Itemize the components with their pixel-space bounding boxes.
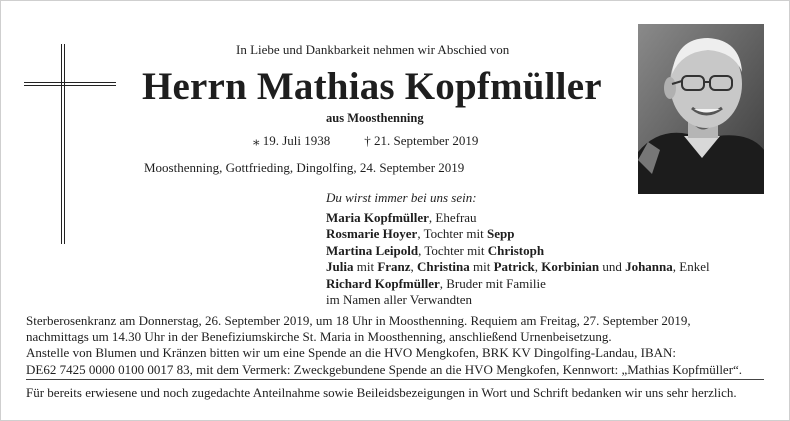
death-date: † 21. September 2019 bbox=[364, 133, 479, 148]
place-and-date: Moosthenning, Gottfrieding, Dingolfing, 24. September 2019 bbox=[144, 160, 465, 175]
mourner-line: im Namen aller Verwandten bbox=[326, 292, 472, 308]
cross-icon bbox=[24, 44, 116, 244]
mourner-line: Julia mit Franz, Christina mit Patrick, Korbinian und Johanna, Enkel bbox=[326, 259, 710, 275]
mourner-line: Richard Kopfmüller, Bruder mit Familie bbox=[326, 275, 546, 291]
divider bbox=[26, 379, 764, 380]
note-line: Anstelle von Blumen und Kränzen bitten wir um eine Spende an die HVO Mengkofen, BRK KV Dingolfing-Landau, IBAN: bbox=[26, 345, 676, 361]
motto: Du wirst immer bei uns sein: bbox=[326, 190, 477, 205]
mourners-list bbox=[326, 210, 710, 308]
thanks-text: Für bereits erwiesene und noch zugedachte Anteilnahme sowie Beileidsbezeigungen in Wort und Schrift bedanken wir uns sehr herzlich. bbox=[26, 385, 737, 400]
mourner-line: Rosmarie Hoyer, Tochter mit Sepp bbox=[326, 226, 515, 242]
mourner-line: Martina Leipold, Tochter mit Christoph bbox=[326, 242, 545, 258]
deceased-name: Herrn Mathias Kopfmüller bbox=[142, 65, 602, 108]
life-dates bbox=[253, 133, 478, 149]
mourner-line: Maria Kopfmüller, Ehefrau bbox=[326, 210, 477, 225]
portrait-photo bbox=[638, 24, 764, 194]
origin-text: aus Moosthenning bbox=[326, 111, 424, 125]
note-line: Sterberosenkranz am Donnerstag, 26. September 2019, um 18 Uhr in Moosthenning. Requiem am Freitag, 27. September 2019, bbox=[26, 313, 691, 328]
service-notes bbox=[26, 313, 742, 378]
note-line: DE62 7425 0000 0100 0017 83, mit dem Vermerk: Zweckgebundene Spende an die HVO Mengkofen, Kennwort: „Mathias Kopfmüller“. bbox=[26, 361, 743, 377]
birth-date: ⁎ 19. Juli 1938 bbox=[253, 133, 331, 148]
intro-text: In Liebe und Dankbarkeit nehmen wir Abschied von bbox=[236, 42, 510, 57]
note-line: nachmittags um 14.30 Uhr in der Benefiziumskirche St. Maria in Moosthenning, anschließend Urnenbeisetzung. bbox=[26, 329, 612, 345]
